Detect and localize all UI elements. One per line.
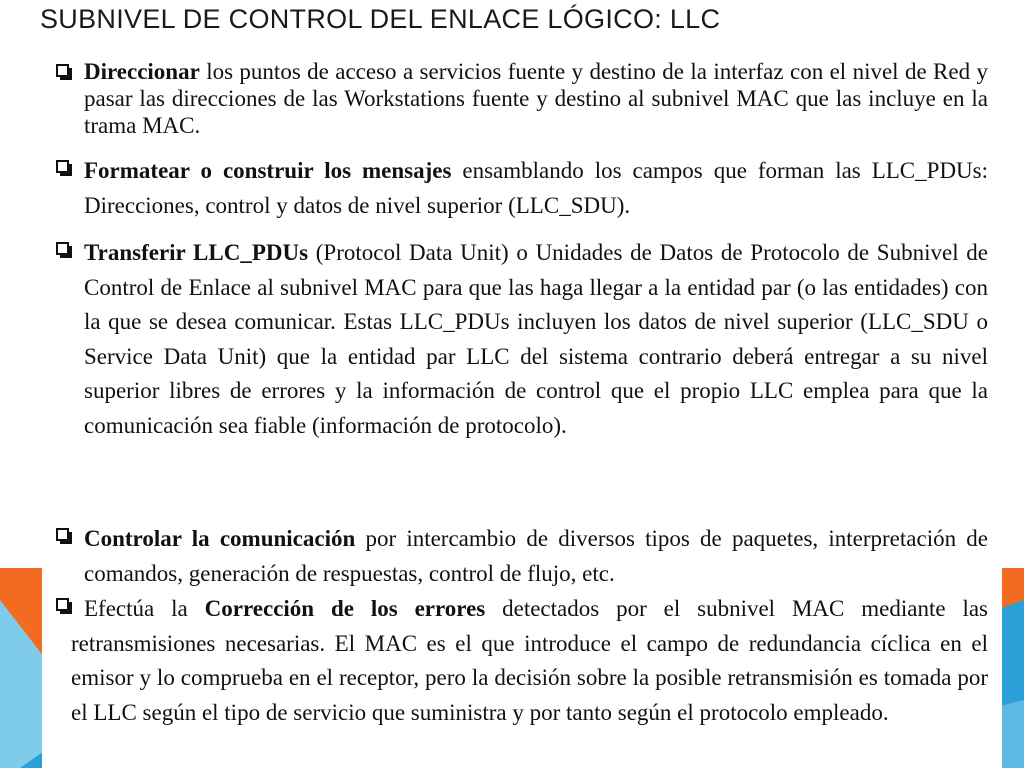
bullet-item-direccionar <box>56 58 988 139</box>
page-title: SUBNIVEL DE CONTROL DEL ENLACE LÓGICO: LLC <box>40 4 721 34</box>
bullet-item-formatear <box>56 154 988 223</box>
bullet-item-transferir <box>56 236 988 443</box>
bullet-bold: Controlar la comunicación <box>84 526 356 551</box>
checkbox-bullet-icon <box>56 528 69 541</box>
bullet-pre: Efectúa la <box>84 596 205 621</box>
bullet-item-efectua <box>56 592 988 730</box>
bullet-text <box>56 236 988 443</box>
bullet-body: (Protocol Data Unit) o Unidades de Datos de Protocolo de Subnivel de Control de Enlace al subnivel MAC para que las haga llegar a la entidad par (o las entidades) con la que se desea comunicar. Estas LLC_PDUs incluyen los datos de nivel superior (LLC_SDU o Service Data Unit) que la entidad par LLC del sistema contrario deberá entregar a su nivel superior libres de errores y la información de control que el propio LLC emplea para que la comunicación sea fiable (información de protocolo). <box>84 240 988 438</box>
bullet-text <box>56 522 988 591</box>
bullet-bold: Corrección de los errores <box>204 596 486 621</box>
bullet-bold: Direccionar <box>84 59 200 84</box>
bullet-body: los puntos de acceso a servicios fuente y destino de la interfaz con el nivel de Red y pasar las direcciones de las Workstations fuente y destino al subnivel MAC que las incluye en la trama MAC. <box>84 59 988 138</box>
bullet-item-controlar <box>56 522 988 591</box>
checkbox-bullet-icon <box>56 160 69 173</box>
bullet-body: ensamblando los campos que forman las LLC_PDUs: Direcciones, control y datos de nivel superior (LLC_SDU). <box>84 158 989 218</box>
bullet-bold: Formatear o construir los mensajes <box>84 158 452 183</box>
bullet-text <box>56 592 988 730</box>
bullet-body: por intercambio de diversos tipos de paquetes, interpretación de comandos, generación de respuestas, control de flujo, etc. <box>84 526 988 586</box>
bullet-bold: Transferir LLC_PDUs <box>84 240 309 265</box>
bullet-text <box>56 58 988 139</box>
bullet-text <box>56 154 988 223</box>
bullet-body: detectados por el subnivel MAC mediante las retransmisiones necesarias. El MAC es el que introduce el campo de redundancia cíclica en el emisor y lo comprueba en el receptor, pero la decisión sobre la posible retransmisión es tomada por el LLC según el tipo de servicio que suministra y por tanto según el protocolo empleado. <box>71 596 989 725</box>
checkbox-bullet-icon <box>56 64 69 77</box>
checkbox-bullet-icon <box>56 242 69 255</box>
checkbox-bullet-icon <box>56 598 69 611</box>
